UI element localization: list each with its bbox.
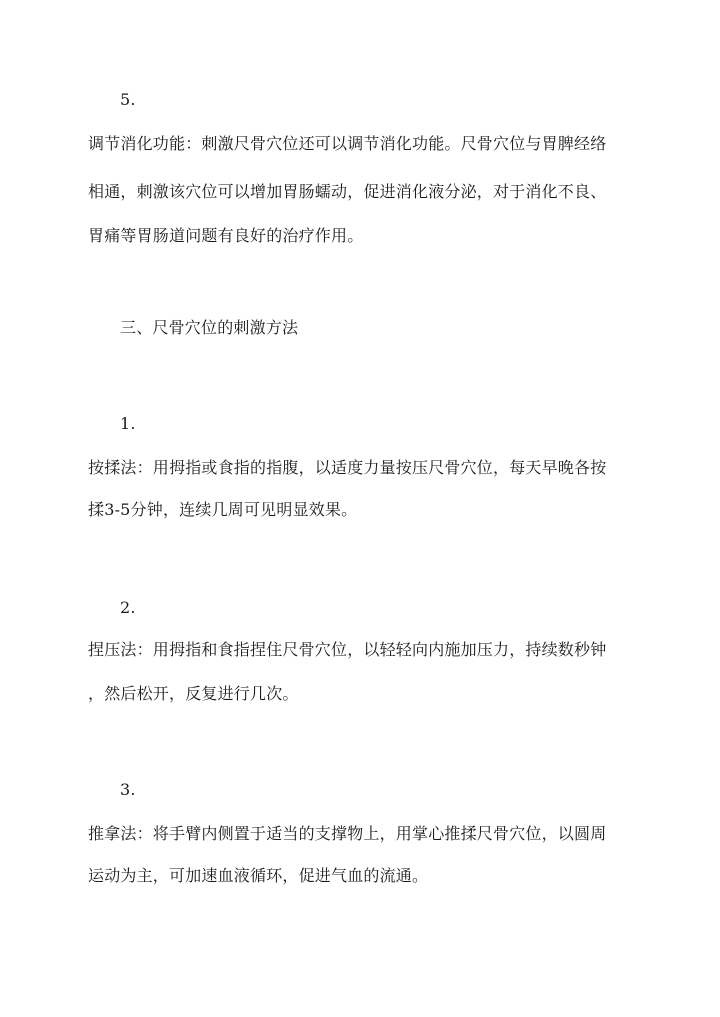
paragraph-line: 捏压法：用拇指和食指捏住尺骨穴位，以轻轻向内施加压力，持续数秒钟	[88, 640, 607, 659]
paragraph-line: 运动为主，可加速血液循环，促进气血的流通。	[88, 866, 429, 885]
item-number: 3.	[120, 780, 136, 799]
section-heading: 三、尺骨穴位的刺激方法	[120, 318, 299, 337]
paragraph-line: 按揉法：用拇指或食指的指腹，以适度力量按压尺骨穴位，每天早晚各按	[88, 458, 607, 477]
item-number: 1.	[120, 414, 136, 433]
paragraph-line: 调节消化功能：刺激尺骨穴位还可以调节消化功能。尺骨穴位与胃脾经络	[88, 134, 607, 153]
paragraph-line: 揉3-5分钟，连续几周可见明显效果。	[88, 500, 358, 519]
paragraph-line: 推拿法：将手臂内侧置于适当的支撑物上，用掌心推揉尺骨穴位，以圆周	[88, 824, 607, 843]
paragraph-line: 相通，刺激该穴位可以增加胃肠蠕动，促进消化液分泌，对于消化不良、	[88, 182, 607, 201]
item-number: 5.	[120, 90, 136, 109]
item-number: 2.	[120, 598, 136, 617]
paragraph-line: ，然后松开，反复进行几次。	[88, 684, 299, 703]
paragraph-line: 胃痛等胃肠道问题有良好的治疗作用。	[88, 226, 364, 245]
